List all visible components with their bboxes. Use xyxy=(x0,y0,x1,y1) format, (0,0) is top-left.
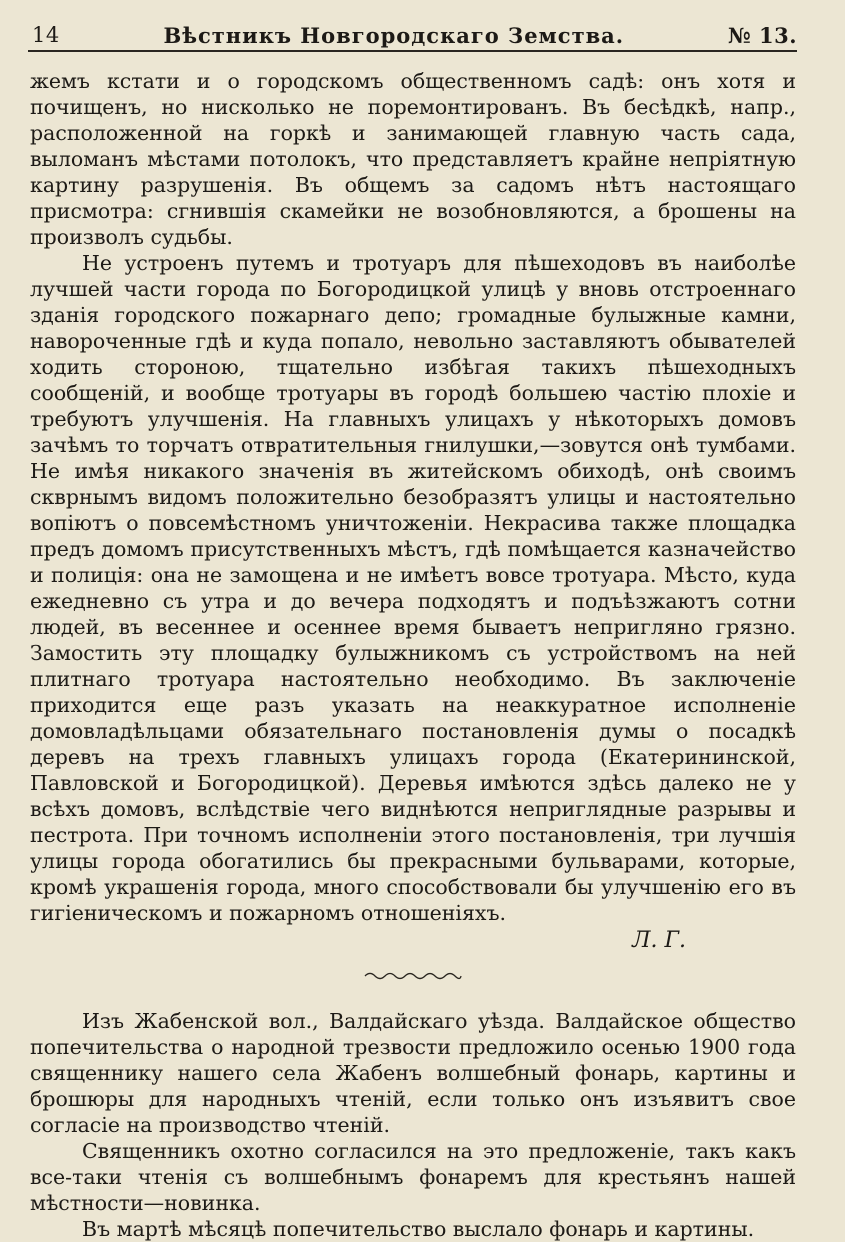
author-signature: Л. Г. xyxy=(632,928,686,953)
section-separator xyxy=(30,962,796,976)
article1-paragraph-1: жемъ кстати и о городскомъ общественномъ садѣ: онъ хотя и почищенъ, но нисколько не поремонтированъ. Въ бесѣдкѣ, напр., расположенной на горкѣ и занимающей главную часть сада, выломанъ мѣстами потолокъ, что представляетъ крайне непріятную картину разрушенія. Въ общемъ за садомъ нѣтъ настоящаго присмотра: сгнившія скамейки не возобновляются, а брошены на произволъ судьбы. xyxy=(30,69,796,249)
running-header xyxy=(32,18,797,52)
page-body xyxy=(30,68,796,1242)
article2-paragraph-2: Священникъ охотно согласился на это предложеніе, такъ какъ все-таки чтенія съ волшебнымъ фонаремъ для крестьянъ нашей мѣстности—новинка. xyxy=(30,1139,796,1215)
journal-title: Вѣстникъ Новгородскаго Земства. xyxy=(163,22,625,48)
article2-paragraph-3: Въ мартѣ мѣсяцѣ попечительство выслало фонарь и картины. xyxy=(82,1217,755,1241)
header-rule xyxy=(28,50,797,52)
wavy-divider-icon xyxy=(363,970,463,982)
article2 xyxy=(30,1008,796,1242)
issue-number: № 13. xyxy=(727,22,797,48)
article2-paragraph-1: Изъ Жабенской вол., Валдайскаго уѣзда. Валдайское общество попечительства о народной трезвости предложило осенью 1900 года священнику нашего села Жабенъ волшебный фонарь, картины и брошюры для народныхъ чтеній, если только онъ изъявитъ свое согласіе на производство чтеній. xyxy=(30,1009,796,1137)
page-number: 14 xyxy=(32,23,60,47)
article1-paragraph-2: Не устроенъ путемъ и тротуаръ для пѣшеходовъ въ наиболѣе лучшей части города по Богородицкой улицѣ у вновь отстроеннаго зданія городского пожарнаго депо; громадные булыжные камни, навороченные гдѣ и куда попало, невольно заставляютъ обывателей ходить стороною, тщательно избѣгая такихъ пѣшеходныхъ сообщеній, и вообще тротуары въ городѣ большею частію плохіе и требуютъ улучшенія. На главныхъ улицахъ у нѣкоторыхъ домовъ зачѣмъ то торчатъ отвратительныя гнилушки,—зовутся онѣ тумбами. Не имѣя никакого значенія въ житейскомъ обиходѣ, онѣ своимъ скврнымъ видомъ положительно безобразятъ улицы и настоятельно вопіютъ о повсемѣстномъ уничтоженіи. Некрасива также площадка предъ домомъ присутственныхъ мѣстъ, гдѣ помѣщается казначейство и полиція: она не замощена и не имѣетъ вовсе тротуара. Мѣсто, куда ежедневно съ утра и до вечера подходятъ и подъѣзжаютъ сотни людей, въ весеннее и осеннее время бываетъ непригляно грязно. Замостить эту площадку булыжникомъ съ устройствомъ на ней плитнаго тротуара настоятельно необходимо. Въ заключеніе приходится еще разъ указать на неаккуратное исполненіе домовладѣльцами обязательнаго постановленія думы о посадкѣ деревъ на трехъ главныхъ улицахъ города (Екатерининской, Павловской и Богородицкой). Деревья имѣются здѣсь далеко не у всѣхъ домовъ, вслѣдствіе чего виднѣются неприглядные разрывы и пестрота. При точномъ исполненіи этого постановленія, три лучшія улицы города обогатились бы прекрасными бульварами, которые, кромѣ украшенія города, много способствовали бы улучшенію его въ гигіеническомъ и пожарномъ отношеніяхъ. xyxy=(30,251,796,925)
